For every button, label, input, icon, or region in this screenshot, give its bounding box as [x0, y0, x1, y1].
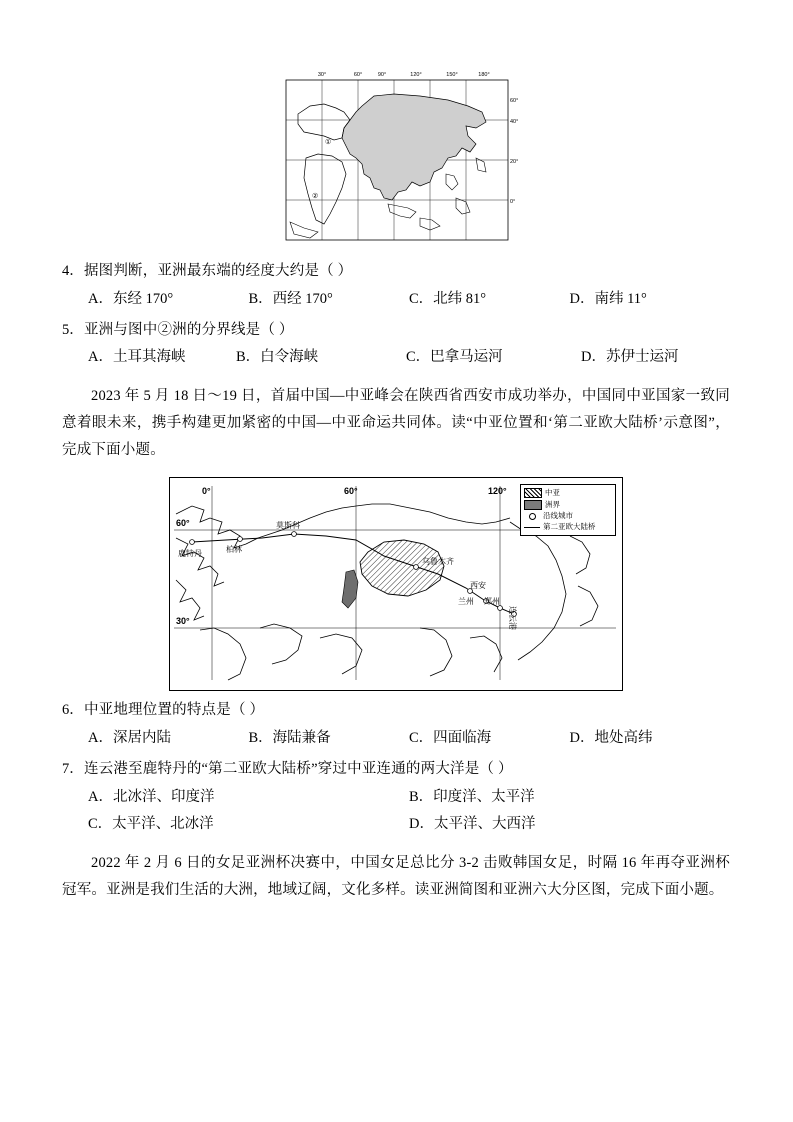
- map-legend: [520, 484, 616, 536]
- marker-2: ②: [312, 193, 319, 200]
- legend-label-continent-boundary: 洲界: [545, 500, 560, 510]
- legend-item-central-asia: [524, 488, 612, 498]
- legend-line-swatch: [524, 523, 540, 531]
- question-7-options-row-1: [62, 787, 730, 809]
- passage-womens-football-asian-cup: 2022 年 2 月 6 日的女足亚洲杯决赛中，中国女足总比分 3-2 击败韩国女足，时隔 16 年再夺亚洲杯冠军。亚洲是我们生活的大洲，地域辽阔，文化多样。读亚洲简图和亚洲六大分区图，完成下面小题。: [62, 855, 730, 898]
- question-4-option-b[interactable]: B．西经 170°: [248, 290, 333, 307]
- lon-label-0: 0°: [202, 486, 211, 497]
- city-label-rotterdam: 鹿特丹: [178, 549, 202, 559]
- legend-item-continent-boundary: [524, 500, 612, 510]
- city-label-lanzhou: 兰州: [458, 597, 474, 607]
- svg-text:180°: 180°: [478, 72, 490, 78]
- legend-label-land-bridge: 第二亚欧大陆桥: [543, 522, 596, 532]
- question-6-options: [62, 728, 730, 750]
- question-4-option-d[interactable]: D．南纬 11°: [569, 290, 647, 307]
- question-4-number: 4: [62, 263, 70, 279]
- svg-text:60°: 60°: [353, 72, 363, 78]
- asia-map-svg: [270, 62, 522, 252]
- question-7-option-c[interactable]: C．太平洋、北冰洋: [88, 816, 214, 833]
- question-7-option-a[interactable]: A．北冰洋、印度洋: [88, 788, 215, 805]
- question-7-number: 7: [62, 760, 70, 777]
- central-asia-location-map: [169, 477, 623, 691]
- legend-dark-swatch: [524, 500, 542, 510]
- passage-central-asia-summit: 2023 年 5 月 18 日～19 日，首届中国—中亚峰会在陕西省西安市成功举办，中国同中亚国家一致同意着眼未来，携手构建更加紧密的中国—中亚命运共同体。读“中亚位置和‘第二亚欧大陆桥’示意图”，完成下面小题。: [62, 388, 730, 458]
- lat-label-30: 30°: [176, 616, 190, 627]
- asia-continent-outline-map: [270, 62, 522, 252]
- question-7-text: ．连云港至鹿特丹的“第二亚欧大陆桥”穿过中亚连通的两大洋是（ ）: [69, 760, 513, 777]
- figure-central-asia-wrapper: [62, 477, 730, 691]
- lon-label-120: 120°: [488, 486, 507, 497]
- question-5-stem: [62, 320, 730, 342]
- question-6-option-c[interactable]: C．四面临海: [409, 730, 492, 747]
- question-6-number: 6: [62, 702, 70, 719]
- question-5-option-c[interactable]: C．巴拿马运河: [406, 349, 503, 366]
- question-7-stem: [62, 759, 730, 781]
- central-asia-region: [360, 540, 444, 596]
- legend-circle-swatch: [524, 513, 540, 521]
- lon-label-60: 60°: [344, 486, 358, 497]
- marker-1: ①: [325, 139, 332, 146]
- page-content: [62, 58, 730, 904]
- question-5-option-d[interactable]: D．苏伊士运河: [581, 349, 679, 366]
- question-5-option-b[interactable]: B．白令海峡: [236, 349, 319, 366]
- question-4-option-c[interactable]: C．北纬 81°: [409, 290, 487, 307]
- question-5-options: [62, 347, 730, 369]
- svg-text:120°: 120°: [410, 72, 422, 78]
- svg-text:40°: 40°: [510, 119, 519, 125]
- question-6-option-d[interactable]: D．地处高纬: [569, 730, 653, 747]
- question-7-option-d[interactable]: D．太平洋、大西洋: [409, 816, 536, 833]
- legend-label-central-asia: 中亚: [545, 488, 560, 498]
- question-7-options-row-2: [62, 814, 730, 836]
- svg-text:150°: 150°: [446, 72, 458, 78]
- question-6-text: ．中亚地理位置的特点是（ ）: [69, 702, 265, 719]
- question-7-option-b[interactable]: B．印度洋、太平洋: [409, 788, 535, 805]
- city-label-berlin: 柏林: [226, 545, 242, 555]
- lat-label-60: 60°: [176, 518, 190, 529]
- question-5-text: ．亚洲与图中②洲的分界线是（ ）: [69, 321, 294, 338]
- legend-item-land-bridge: [524, 523, 612, 532]
- question-4-stem: [62, 261, 730, 283]
- city-label-zhengzhou: 郑州: [484, 597, 500, 607]
- caspian-sea: [342, 570, 358, 608]
- question-4-options: [62, 289, 730, 311]
- question-6-option-a[interactable]: A．深居内陆: [88, 730, 171, 747]
- city-label-moscow: 莫斯科: [276, 521, 300, 531]
- svg-text:90°: 90°: [377, 72, 387, 78]
- svg-text:0°: 0°: [510, 199, 516, 205]
- question-4-text: ．据图判断，亚洲最东端的经度大约是（ ）: [69, 263, 353, 279]
- legend-label-route-city: 沿线城市: [543, 511, 573, 521]
- legend-hatch-swatch: [524, 488, 542, 498]
- legend-item-route-city: [524, 512, 612, 521]
- svg-text:20°: 20°: [510, 159, 519, 165]
- svg-text:30°: 30°: [317, 72, 327, 78]
- question-5-option-a[interactable]: A．土耳其海峡: [88, 349, 186, 366]
- question-4-option-a[interactable]: A．东经 170°: [88, 290, 174, 307]
- question-5-number: 5: [62, 321, 70, 338]
- svg-text:60°: 60°: [510, 98, 519, 104]
- question-6-option-b[interactable]: B．海陆兼备: [248, 730, 331, 747]
- city-label-lianyungang: 连云港: [508, 606, 517, 631]
- city-label-urumqi: 乌鲁木齐: [422, 557, 454, 567]
- city-label-xian: 西安: [470, 581, 486, 591]
- figure-asia-map-wrapper: [62, 62, 730, 252]
- question-6-stem: [62, 700, 730, 722]
